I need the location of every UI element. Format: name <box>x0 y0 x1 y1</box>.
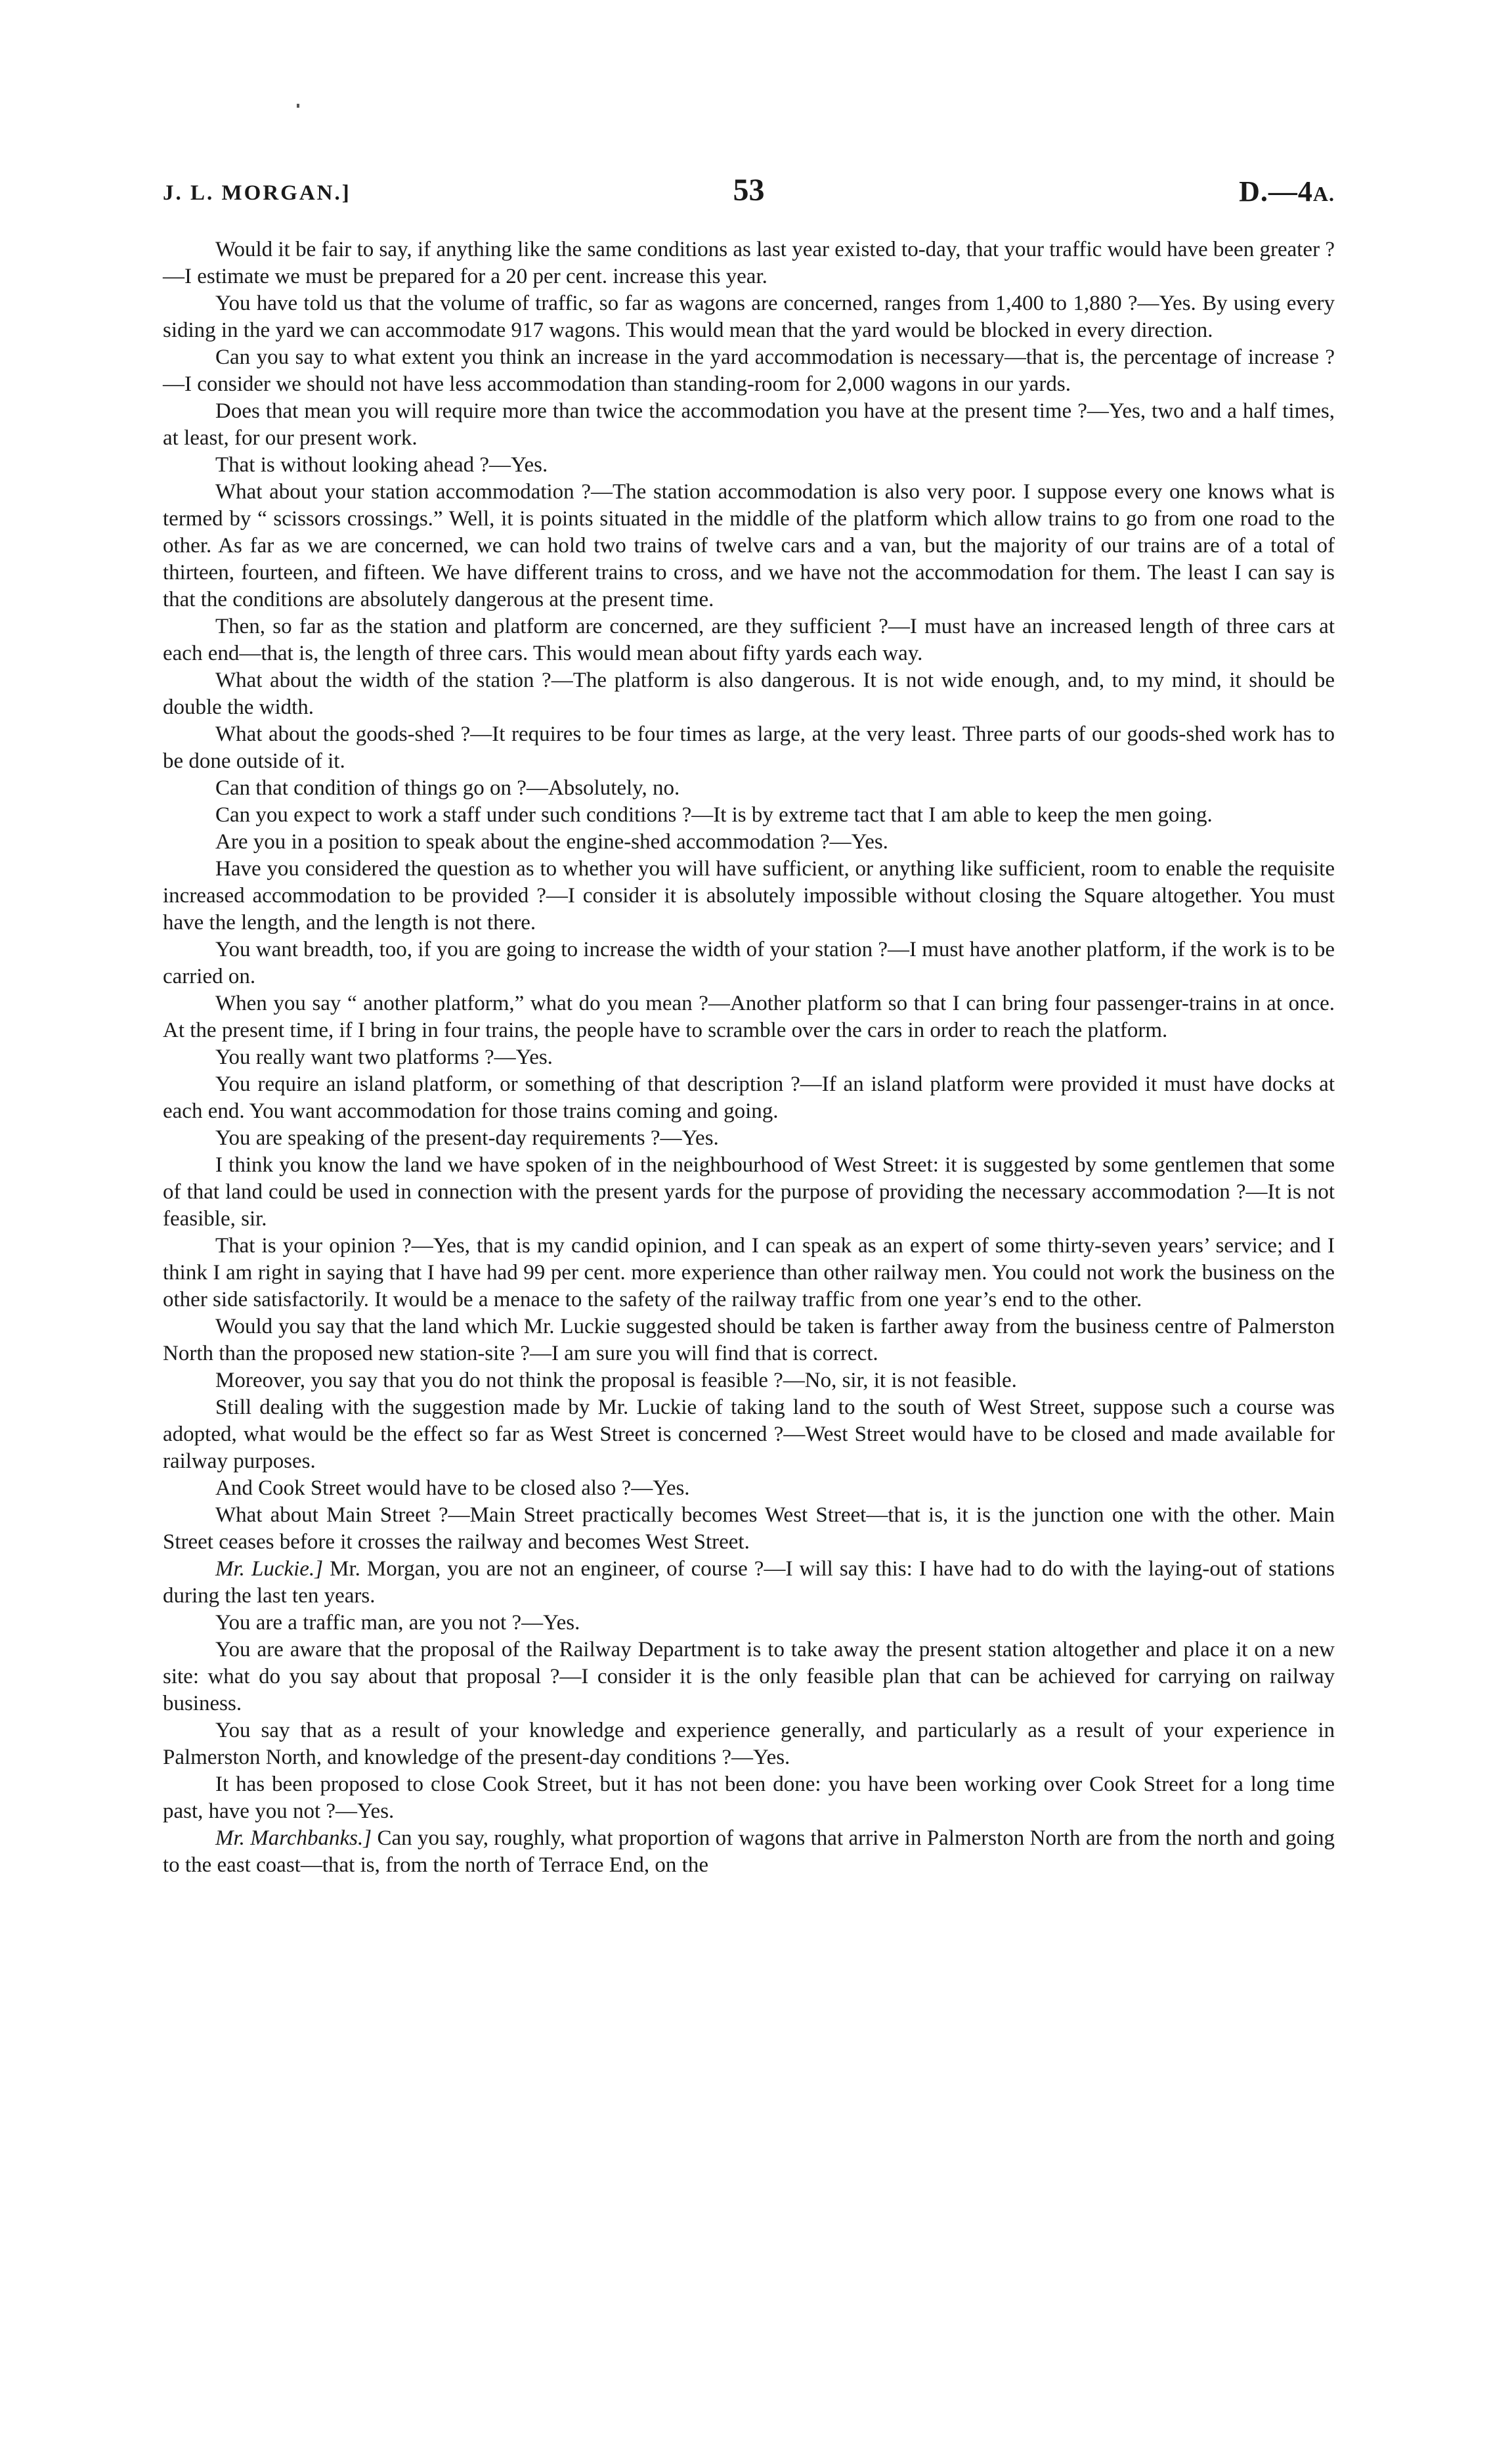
paragraph-text: What about the width of the station ?—The platform is also dangerous. It is not wide enough, and, to my mind, it should be double the width. <box>163 669 1335 719</box>
transcript-paragraph <box>163 1367 1335 1394</box>
transcript-paragraph <box>163 1313 1335 1367</box>
page-number: 53 <box>733 173 765 208</box>
transcript-paragraph <box>163 802 1335 829</box>
scan-speck <box>297 104 299 108</box>
transcript-paragraph <box>163 990 1335 1044</box>
paragraph-text: Moreover, you say that you do not think the proposal is feasible ?—No, sir, it is not feasible. <box>215 1369 1017 1392</box>
paragraph-text: I think you know the land we have spoken of in the neighbourhood of West Street: it is suggested by some gentlemen that some of that land could be used in connection with the present yards for the purpose of providing the necessary accommodation ?—It is not feasible, sir. <box>163 1153 1335 1231</box>
paragraph-text: You are aware that the proposal of the Railway Department is to take away the present station altogether and place it on a new site: what do you say about that proposal ?—I consider it is the only feasible plan that can be achieved for carrying on railway business. <box>163 1638 1335 1715</box>
transcript-paragraph <box>163 452 1335 479</box>
paragraph-text: Are you in a position to speak about the engine-shed accommodation ?—Yes. <box>215 830 888 854</box>
paragraph-text: You are a traffic man, are you not ?—Yes. <box>215 1611 580 1635</box>
transcript-paragraph <box>163 1717 1335 1771</box>
transcript-paragraph <box>163 1637 1335 1717</box>
paragraph-text: That is your opinion ?—Yes, that is my candid opinion, and I can speak as an expert of some thirty-seven years’ service; and I think I am right in saying that I have had 99 per cent. more experience than other railway men. You could not work the business on the other side satisfactorily. It would be a menace to the safety of the railway traffic from one year’s end to the other. <box>163 1234 1335 1311</box>
paragraph-text: You really want two platforms ?—Yes. <box>215 1045 553 1069</box>
transcript-body <box>163 236 1335 1879</box>
transcript-paragraph <box>163 479 1335 613</box>
transcript-paragraph <box>163 829 1335 856</box>
paragraph-text: And Cook Street would have to be closed also ?—Yes. <box>215 1476 690 1500</box>
witness-name: J. L. MORGAN.] <box>163 181 351 205</box>
transcript-paragraph <box>163 856 1335 936</box>
transcript-paragraph <box>163 1556 1335 1610</box>
paragraph-text: What about the goods-shed ?—It requires to be four times as large, at the very least. Three parts of our goods-shed work has to be done outside of it. <box>163 722 1335 773</box>
transcript-paragraph <box>163 667 1335 721</box>
transcript-paragraph <box>163 1233 1335 1313</box>
transcript-paragraph <box>163 1610 1335 1637</box>
paragraph-text: Mr. Morgan, you are not an engineer, of course ?—I will say this: I have had to do with the laying-out of stations during the last ten years. <box>163 1557 1335 1608</box>
document-reference-suffix: A. <box>1312 182 1335 206</box>
transcript-paragraph <box>163 1825 1335 1879</box>
paragraph-text: You want breadth, too, if you are going to increase the width of your station ?—I must have another platform, if the work is to be carried on. <box>163 938 1335 988</box>
transcript-paragraph <box>163 613 1335 667</box>
paragraph-text: Have you considered the question as to whether you will have sufficient, or anything like sufficient, room to enable the requisite increased accommodation to be provided ?—I consider it is absolutely impossible without closing the Square altogether. You must have the length, and the length is not there. <box>163 857 1335 935</box>
paragraph-text: You require an island platform, or something of that description ?—If an island platform were provided it must have docks at each end. You want accommodation for those trains coming and going. <box>163 1072 1335 1123</box>
transcript-paragraph <box>163 1502 1335 1556</box>
paragraph-text: You say that as a result of your knowledge and experience generally, and particularly as a result of your experience in Palmerston North, and knowledge of the present-day conditions ?—Yes. <box>163 1719 1335 1769</box>
transcript-paragraph <box>163 344 1335 398</box>
paragraph-text: Then, so far as the station and platform are concerned, are they sufficient ?—I must have an increased length of three cars at each end—that is, the length of three cars. This would mean about fifty yards each way. <box>163 615 1335 665</box>
transcript-paragraph <box>163 1152 1335 1233</box>
paragraph-text: That is without looking ahead ?—Yes. <box>215 453 548 477</box>
paragraph-text: When you say “ another platform,” what do you mean ?—Another platform so that I can bring four passenger-trains in at once. At the present time, if I bring in four trains, the people have to scramble over the cars in order to reach the platform. <box>163 992 1335 1042</box>
paragraph-text: Still dealing with the suggestion made by Mr. Luckie of taking land to the south of West Street, suppose such a course was adopted, what would be the effect so far as West Street is concerned ?—West Street would have to be closed and made available for railway purposes. <box>163 1396 1335 1473</box>
paragraph-text: Can you say to what extent you think an increase in the yard accommodation is necessary—that is, the percentage of increase ?—I consider we should not have less accommodation than standing-room for 2,000 wagons in our yards. <box>163 345 1335 396</box>
paragraph-text: Would you say that the land which Mr. Luckie suggested should be taken is farther away from the business centre of Palmerston North than the proposed new station-site ?—I am sure you will find that is correct. <box>163 1315 1335 1365</box>
paragraph-text: Would it be fair to say, if anything like the same conditions as last year existed to-day, that your traffic would have been greater ?—I estimate we must be prepared for a 20 per cent. increase this year. <box>163 238 1335 288</box>
paragraph-text: Can you say, roughly, what proportion of wagons that arrive in Palmerston North are from the north and going to the east coast—that is, from the north of Terrace End, on the <box>163 1826 1335 1877</box>
transcript-paragraph <box>163 290 1335 344</box>
paragraph-text: Can you expect to work a staff under such conditions ?—It is by extreme tact that I am able to keep the men going. <box>215 803 1213 827</box>
speaker-label: Mr. Marchbanks.] <box>215 1826 372 1850</box>
document-reference <box>1239 175 1335 208</box>
paragraph-text: You have told us that the volume of traffic, so far as wagons are concerned, ranges from 1,400 to 1,880 ?—Yes. By using every siding in the yard we can accommodate 917 wagons. This would mean that the yard would be blocked in every direction. <box>163 292 1335 342</box>
transcript-paragraph <box>163 936 1335 990</box>
transcript-paragraph <box>163 236 1335 290</box>
transcript-paragraph <box>163 398 1335 452</box>
paragraph-text: What about your station accommodation ?—The station accommodation is also very poor. I suppose every one knows what is termed by “ scissors crossings.” Well, it is points situated in the middle of the platform which allow trains to go from one road to the other. As far as we are concerned, we can hold two trains of twelve cars and a van, but the majority of our trains are of a total of thirteen, fourteen, and fifteen. We have different trains to cross, and we have not the accommodation for them. The least I can say is that the conditions are absolutely dangerous at the present time. <box>163 480 1335 611</box>
paragraph-text: You are speaking of the present-day requirements ?—Yes. <box>215 1126 719 1150</box>
transcript-paragraph <box>163 1771 1335 1825</box>
transcript-paragraph <box>163 1475 1335 1502</box>
speaker-label: Mr. Luckie.] <box>215 1557 324 1581</box>
transcript-paragraph <box>163 721 1335 775</box>
transcript-paragraph <box>163 1394 1335 1475</box>
paragraph-text: Does that mean you will require more than twice the accommodation you have at the present time ?—Yes, two and a half times, at least, for our present work. <box>163 399 1335 450</box>
transcript-paragraph <box>163 1044 1335 1071</box>
transcript-paragraph <box>163 1125 1335 1152</box>
page-header <box>163 172 1335 218</box>
transcript-paragraph <box>163 1071 1335 1125</box>
document-reference-main: D.—4 <box>1239 175 1313 208</box>
paragraph-text: Can that condition of things go on ?—Absolutely, no. <box>215 776 680 800</box>
transcript-paragraph <box>163 775 1335 802</box>
paragraph-text: What about Main Street ?—Main Street practically becomes West Street—that is, it is the junction one with the other. Main Street ceases before it crosses the railway and becomes West Street. <box>163 1503 1335 1554</box>
paragraph-text: It has been proposed to close Cook Street, but it has not been done: you have been working over Cook Street for a long time past, have you not ?—Yes. <box>163 1772 1335 1823</box>
